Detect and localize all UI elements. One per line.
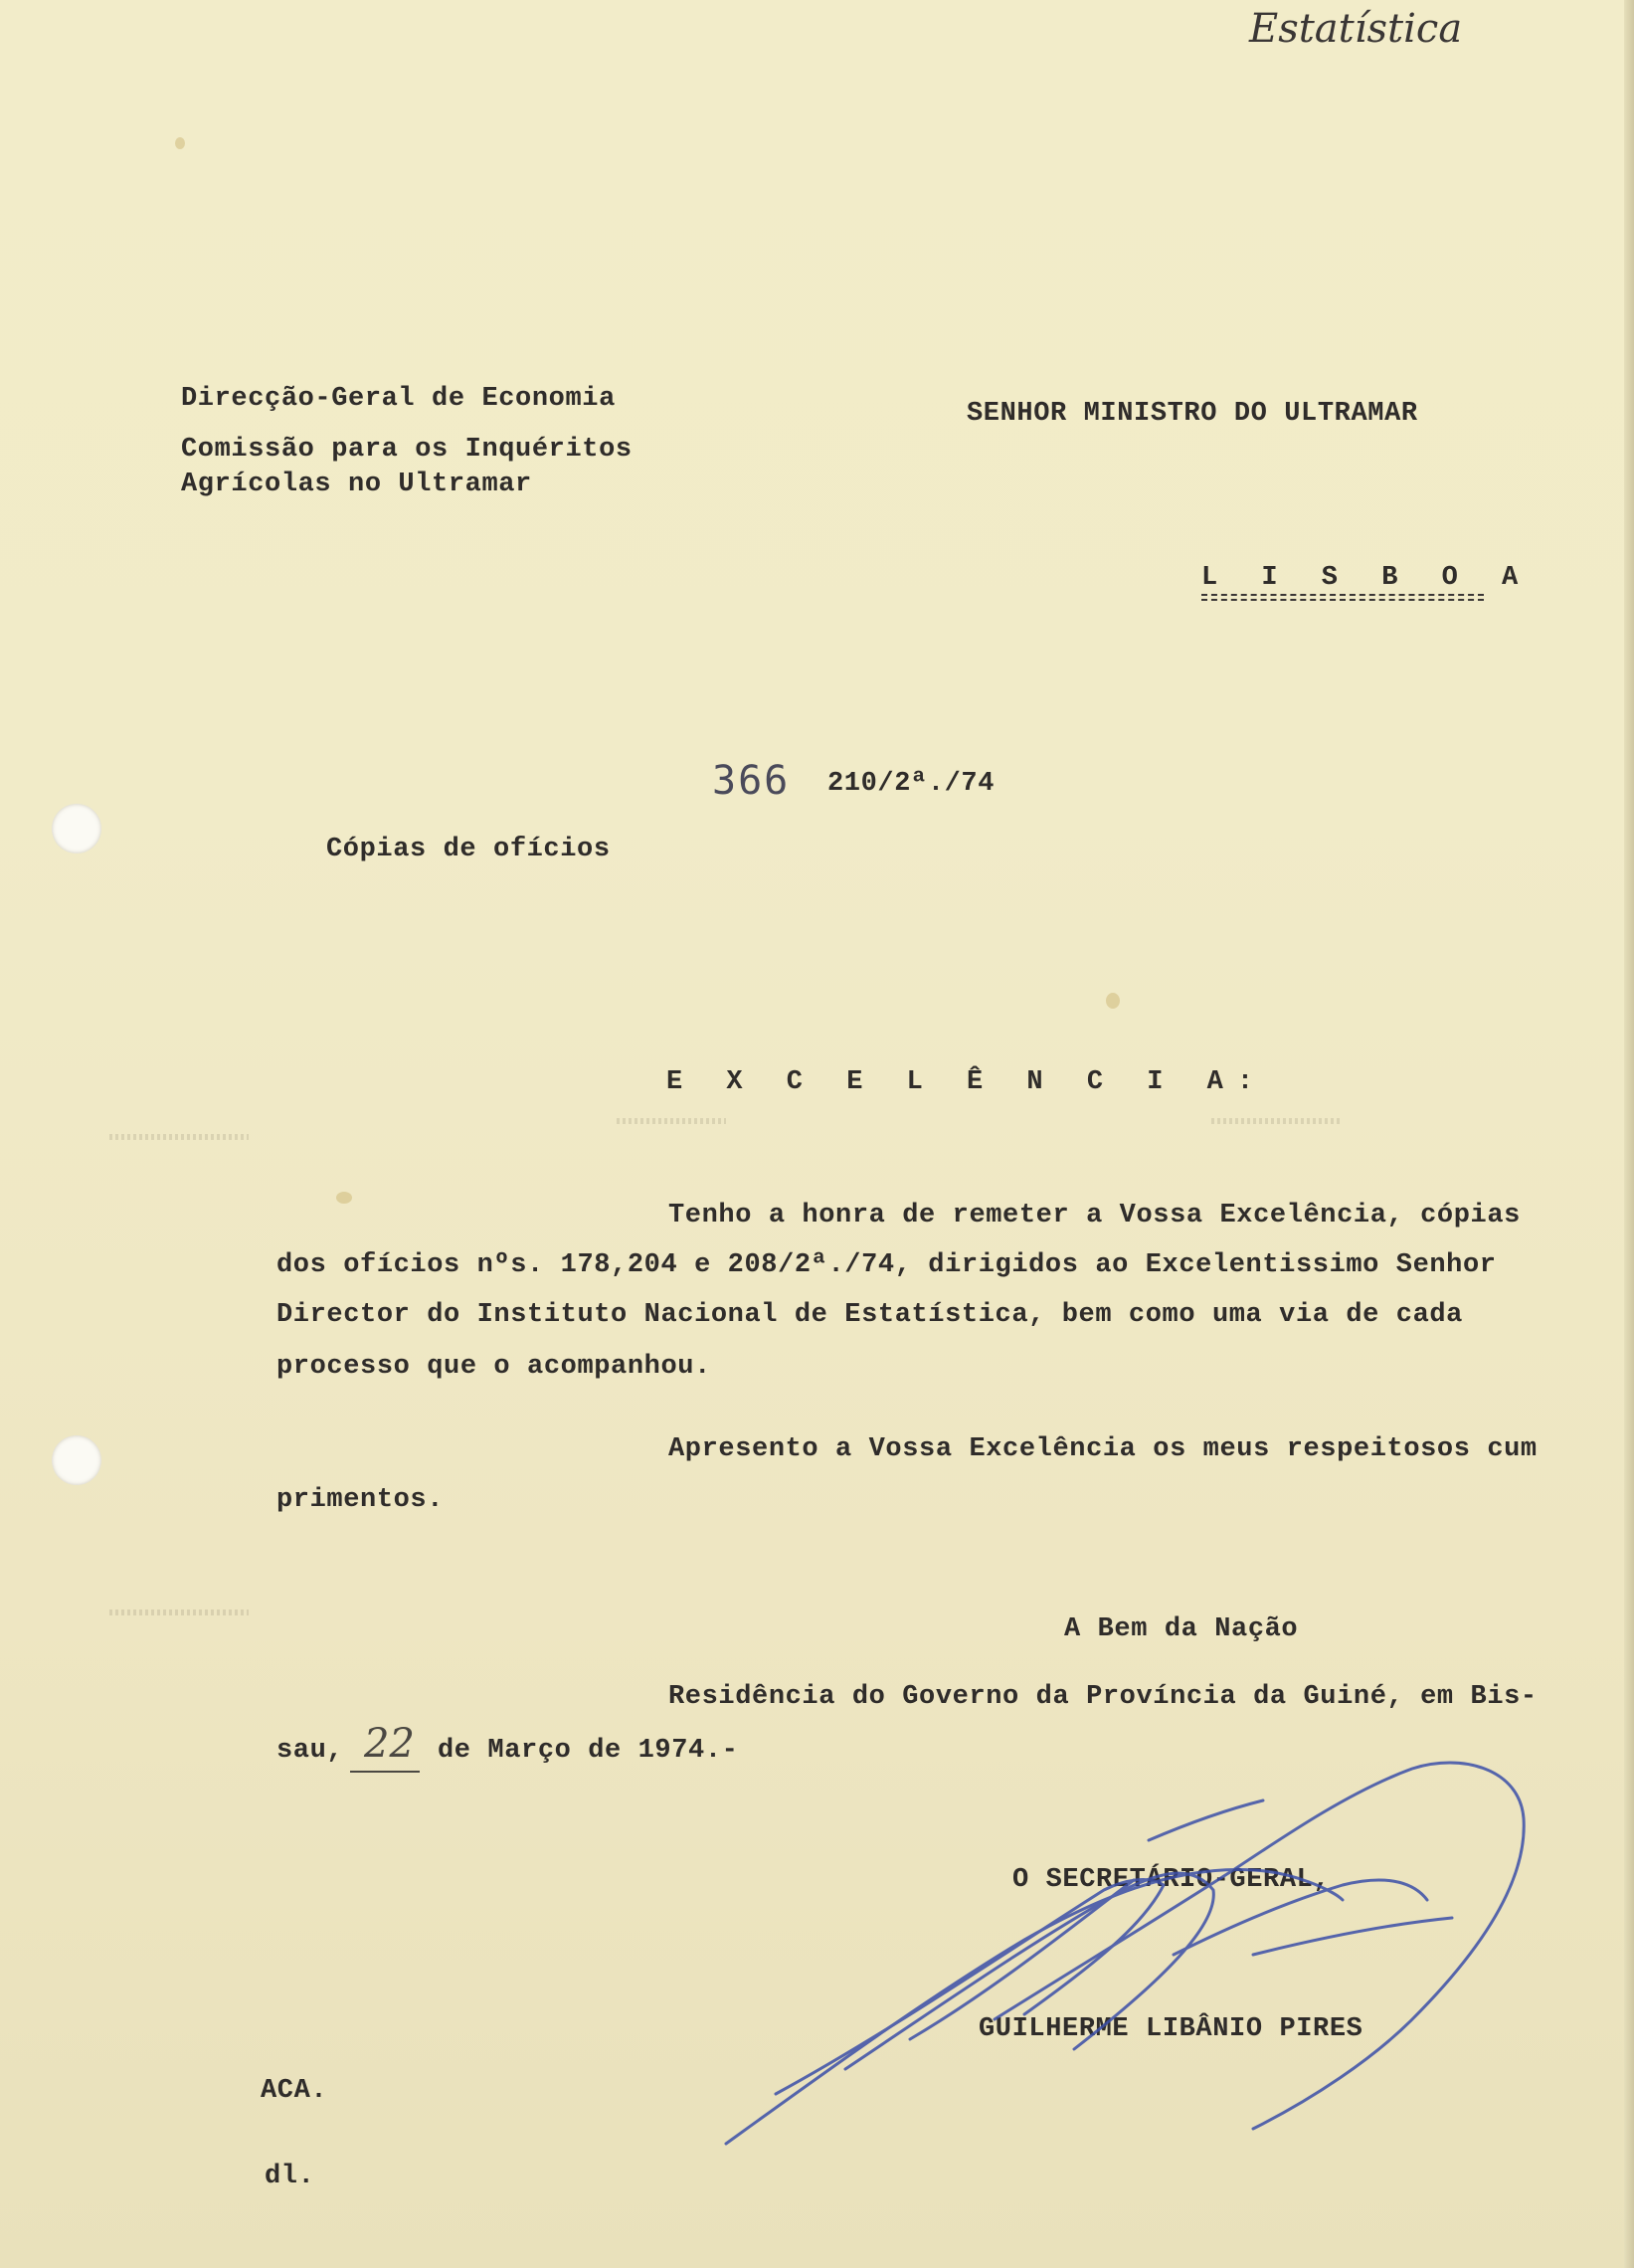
city-double-underline <box>1201 594 1484 601</box>
stain-spot <box>1106 993 1120 1009</box>
show-through-mark <box>109 1609 249 1615</box>
punch-hole-upper <box>52 804 101 853</box>
body-paragraph-1-line-1: Tenho a honra de remeter a Vossa Excelência, cópias <box>668 1201 1521 1230</box>
sender-line-1: Direcção-Geral de Economia <box>181 384 616 414</box>
body-paragraph-2-line-1: Apresento a Vossa Excelência os meus respeitosos cum <box>668 1434 1538 1464</box>
initials-line-2: dl. <box>265 2162 315 2191</box>
closing-motto: A Bem da Nação <box>1064 1614 1299 1644</box>
punch-hole-lower <box>52 1435 101 1485</box>
paper-edge <box>1624 0 1634 2268</box>
signatory-title: O SECRETÁRIO-GERAL, <box>1012 1865 1331 1895</box>
show-through-mark <box>1211 1118 1341 1124</box>
reference-number: 210/2ª./74 <box>827 769 996 799</box>
initials-line-1: ACA. <box>261 2076 328 2106</box>
recipient-title: SENHOR MINISTRO DO ULTRAMAR <box>967 399 1418 429</box>
place-date-prefix: sau, <box>276 1736 344 1766</box>
day-underline <box>350 1771 420 1773</box>
body-paragraph-1-line-2: dos ofícios nºs. 178,204 e 208/2ª./74, dirigidos ao Excelentissimo Senhor <box>276 1250 1497 1280</box>
stain-spot <box>175 137 185 149</box>
handwritten-signature <box>696 1751 1571 2169</box>
signatory-name: GUILHERME LIBÂNIO PIRES <box>979 2014 1363 2044</box>
recipient-city: L I S B O A <box>1201 563 1533 593</box>
body-paragraph-1-line-4: processo que o acompanhou. <box>276 1352 711 1382</box>
handwritten-annotation: Estatística <box>1249 6 1463 52</box>
sender-line-2: Comissão para os Inquéritos <box>181 435 633 465</box>
place-date-suffix: de Março de 1974.- <box>438 1736 739 1766</box>
handwritten-day: 22 <box>364 1721 415 1767</box>
subject-line: Cópias de ofícios <box>326 835 611 864</box>
stain-spot <box>336 1192 352 1204</box>
body-paragraph-2-line-2: primentos. <box>276 1485 445 1515</box>
registry-stamp-number: 366 <box>712 758 791 804</box>
place-date-line-1: Residência do Governo da Província da Guiné, em Bis- <box>668 1682 1538 1712</box>
body-paragraph-1-line-3: Director do Instituto Nacional de Estatística, bem como uma via de cada <box>276 1300 1463 1330</box>
sender-line-3: Agrícolas no Ultramar <box>181 470 532 499</box>
show-through-mark <box>109 1134 249 1140</box>
show-through-mark <box>617 1118 726 1124</box>
salutation: E X C E L Ê N C I A: <box>666 1067 1268 1097</box>
